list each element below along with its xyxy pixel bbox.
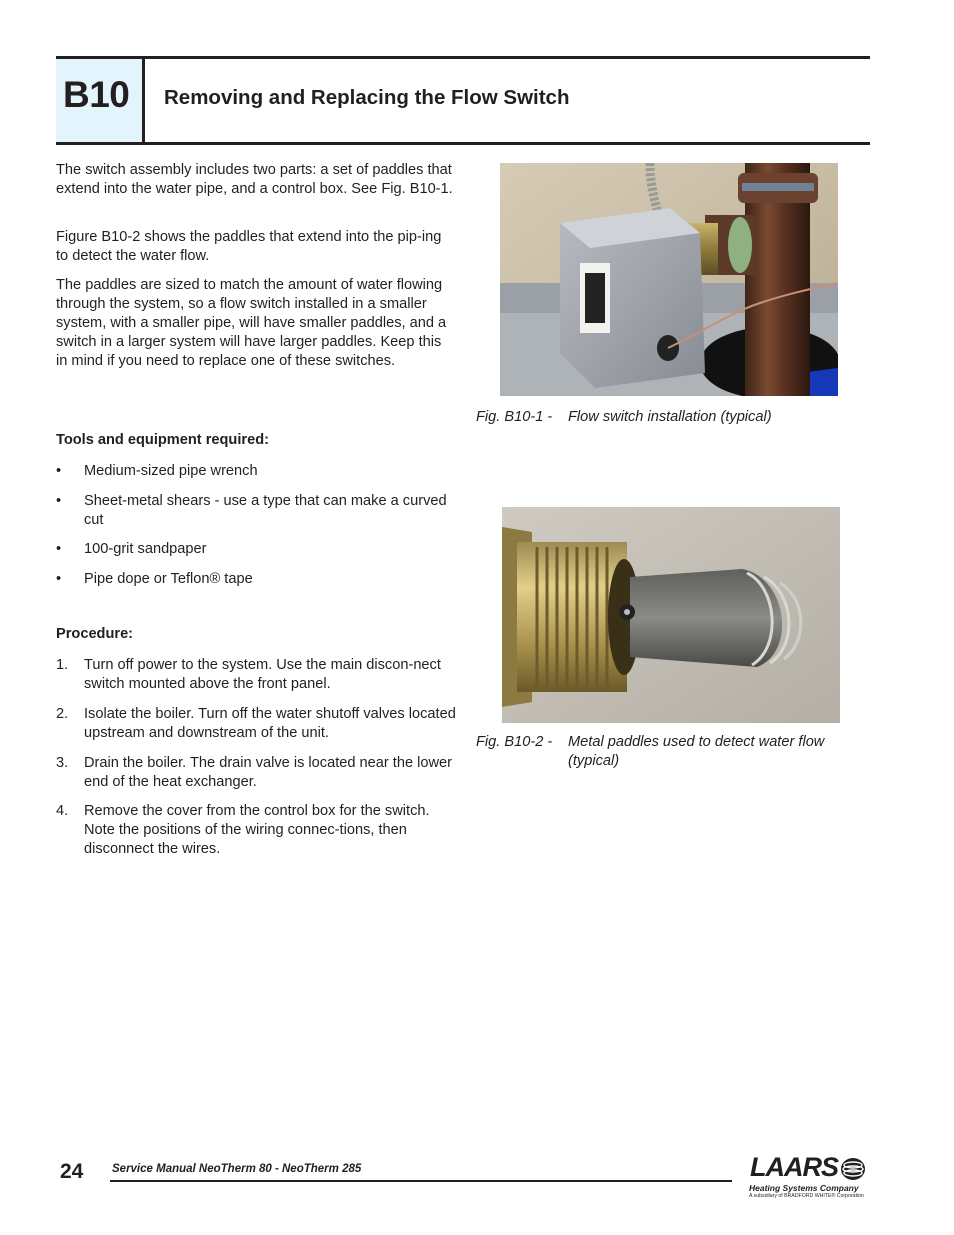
step-number: 2. [56,706,69,722]
list-item-text: 100-grit sandpaper [84,541,207,557]
step-number: 4. [56,803,69,819]
header-divider [142,59,145,142]
intro-paragraph: The paddles are sized to match the amount of water flowing through the system, so a flow switch installed in a smaller system, with a smaller pipe, will have smaller paddles, and a switch in a larger system will have larger paddles. Keep this in mind if you need to replace one of these switches. [56,277,447,369]
figure-caption [476,733,876,771]
section-title: Removing and Replacing the Flow Switch [164,86,570,109]
step-text: Turn off power to the system. Use the main discon-nect switch mounted above the front panel. [84,657,441,692]
logo-subsidiary: A subsidiary of BRADFORD WHITE® Corporation [749,1193,864,1199]
list-item [56,570,456,589]
step-text: Isolate the boiler. Turn off the water shutoff valves located upstream and downstream of the unit. [84,706,456,741]
step-number: 3. [56,755,69,771]
figure-label: Fig. B10-1 - [476,409,553,425]
figure-caption-text: Flow switch installation (typical) [568,409,772,425]
list-item-text: Sheet-metal shears - use a type that can make a curved cut [84,493,447,528]
bullet: • [56,493,62,509]
figure-caption-text: Metal paddles used to detect water flow (typical) [568,734,825,769]
procedure-step [56,754,456,792]
figure-caption [476,408,876,427]
intro-paragraph: Figure B10-2 shows the paddles that extend into the pip-ing to detect the water flow. [56,229,442,264]
bullet: • [56,541,62,557]
procedure-heading: Procedure: [56,626,134,642]
header-top-rule [56,56,870,59]
list-item-text: Pipe dope or Teflon® tape [84,571,253,587]
laars-logo-icon [840,1157,866,1181]
procedure-step [56,802,456,859]
intro-paragraph: The switch assembly includes two parts: a set of paddles that extend into the water pipe, and a control box. See Fig. B10-1. [56,162,453,197]
figure-label: Fig. B10-2 - [476,734,553,750]
procedure-step [56,705,456,743]
bullet: • [56,571,62,587]
logo-tagline: Heating Systems Company [749,1183,859,1193]
flow-switch-photo [500,163,838,396]
list-item [56,492,456,530]
laars-logo-text: LAARS [750,1152,838,1182]
list-item [56,540,456,559]
header-bottom-rule [56,142,870,145]
step-text: Remove the cover from the control box for the switch. Note the positions of the wiring connec-tions, then disconnect the wires. [84,803,430,857]
list-item-text: Medium-sized pipe wrench [84,463,258,479]
paddles-photo [502,507,840,723]
step-number: 1. [56,657,69,673]
procedure-step [56,656,456,694]
section-number: B10 [63,74,130,115]
step-text: Drain the boiler. The drain valve is located near the lower end of the heat exchanger. [84,755,453,790]
footer-manual-title: Service Manual NeoTherm 80 - NeoTherm 285 [112,1163,362,1175]
bullet: • [56,463,62,479]
tools-heading: Tools and equipment required: [56,432,269,448]
page-number: 24 [60,1160,84,1183]
list-item [56,462,456,481]
footer-rule [110,1180,732,1182]
